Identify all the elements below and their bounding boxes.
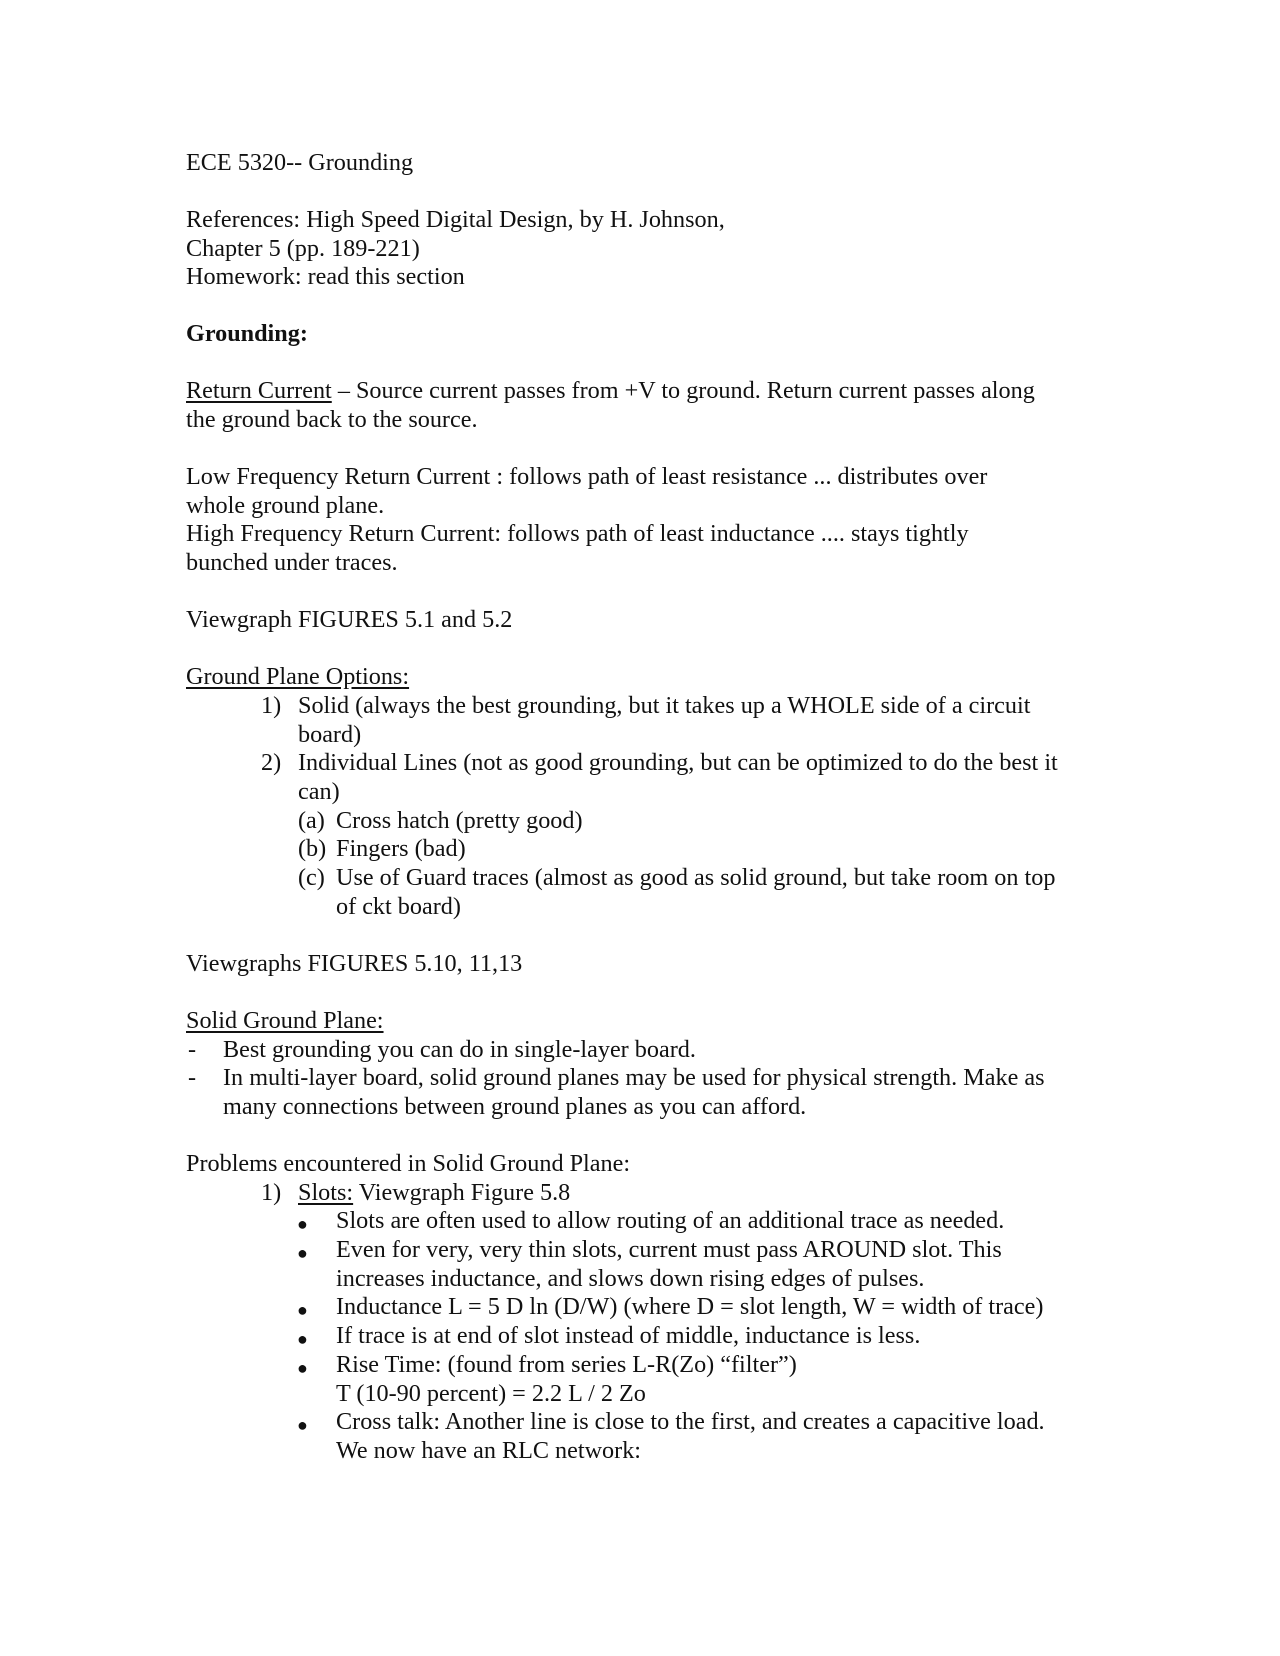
- solid-plane-point-2-line2: many connections between ground planes as you can afford.: [223, 1093, 807, 1120]
- bullet-icon: ●: [297, 1329, 308, 1349]
- sublist-marker: (a): [298, 807, 325, 834]
- list-marker: 1): [261, 692, 282, 719]
- option-solid-line1: Solid (always the best grounding, but it takes up a WHOLE side of a circuit: [298, 692, 1031, 719]
- references-chapter: Chapter 5 (pp. 189-221): [186, 235, 420, 262]
- low-frequency-line2: whole ground plane.: [186, 492, 385, 519]
- slots-bullet-5-line1: Rise Time: (found from series L-R(Zo) “filter”): [336, 1351, 797, 1378]
- homework-line: Homework: read this section: [186, 263, 465, 290]
- option-solid-line2: board): [298, 721, 362, 748]
- return-current-line2: the ground back to the source.: [186, 406, 478, 433]
- slots-term: Slots:: [298, 1179, 354, 1206]
- slots-item: [298, 1178, 570, 1207]
- slots-viewgraph-text: Viewgraph Figure 5.8: [353, 1179, 571, 1206]
- viewgraph-reference-2: Viewgraphs FIGURES 5.10, 11,13: [186, 950, 523, 977]
- ground-plane-options-heading: Ground Plane Options:: [186, 663, 410, 690]
- dash-marker: -: [188, 1064, 197, 1091]
- references-line: References: High Speed Digital Design, by H. Johnson,: [186, 206, 725, 233]
- return-current-paragraph: [186, 376, 1035, 405]
- section-heading: Grounding:: [186, 320, 308, 347]
- slots-bullet-2-line1: Even for very, very thin slots, current must pass AROUND slot. This: [336, 1236, 1002, 1263]
- suboption-fingers: Fingers (bad): [336, 835, 466, 862]
- viewgraph-reference-1: Viewgraph FIGURES 5.1 and 5.2: [186, 606, 513, 633]
- bullet-icon: ●: [297, 1415, 308, 1435]
- solid-ground-plane-heading: Solid Ground Plane:: [186, 1007, 384, 1034]
- low-frequency-line1: Low Frequency Return Current : follows path of least resistance ... distributes over: [186, 463, 988, 490]
- return-current-text: – Source current passes from +V to ground. Return current passes along: [331, 377, 1035, 404]
- option-individual-lines-line2: can): [298, 778, 340, 805]
- list-marker: 2): [261, 749, 282, 776]
- suboption-guard-traces-line1: Use of Guard traces (almost as good as solid ground, but take room on top: [336, 864, 1056, 891]
- bullet-icon: ●: [297, 1214, 308, 1234]
- high-frequency-line2: bunched under traces.: [186, 549, 398, 576]
- solid-plane-point-1: Best grounding you can do in single-layer board.: [223, 1036, 696, 1063]
- suboption-cross-hatch: Cross hatch (pretty good): [336, 807, 583, 834]
- bullet-icon: ●: [297, 1358, 308, 1378]
- slots-bullet-2-line2: increases inductance, and slows down rising edges of pulses.: [336, 1265, 925, 1292]
- bullet-icon: ●: [297, 1243, 308, 1263]
- slots-bullet-6-line1: Cross talk: Another line is close to the first, and creates a capacitive load.: [336, 1408, 1045, 1435]
- document-title: ECE 5320-- Grounding: [186, 149, 414, 176]
- solid-plane-point-2-line1: In multi-layer board, solid ground planes may be used for physical strength. Make as: [223, 1064, 1045, 1091]
- slots-bullet-5-line2: T (10-90 percent) = 2.2 L / 2 Zo: [336, 1380, 646, 1407]
- slots-bullet-4: If trace is at end of slot instead of middle, inductance is less.: [336, 1322, 921, 1349]
- slots-bullet-1: Slots are often used to allow routing of an additional trace as needed.: [336, 1207, 1005, 1234]
- problems-heading: Problems encountered in Solid Ground Plane:: [186, 1150, 631, 1177]
- slots-bullet-6-line2: We now have an RLC network:: [336, 1437, 642, 1464]
- dash-marker: -: [188, 1036, 197, 1063]
- return-current-term: Return Current: [186, 377, 332, 404]
- list-marker: 1): [261, 1179, 282, 1206]
- sublist-marker: (b): [298, 835, 327, 862]
- sublist-marker: (c): [298, 864, 325, 891]
- high-frequency-line1: High Frequency Return Current: follows path of least inductance .... stays tightly: [186, 520, 969, 547]
- suboption-guard-traces-line2: of ckt board): [336, 893, 461, 920]
- option-individual-lines-line1: Individual Lines (not as good grounding, but can be optimized to do the best it: [298, 749, 1058, 776]
- slots-bullet-3: Inductance L = 5 D ln (D/W) (where D = slot length, W = width of trace): [336, 1293, 1044, 1320]
- bullet-icon: ●: [297, 1300, 308, 1320]
